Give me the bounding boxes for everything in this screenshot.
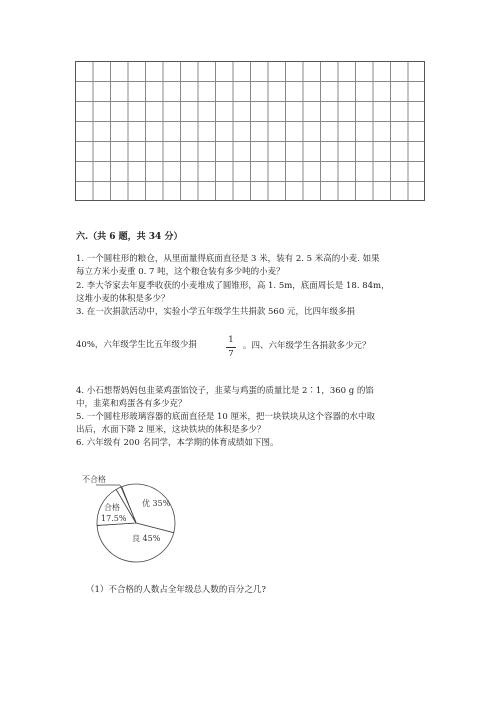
fraction-numerator: 1 bbox=[228, 335, 234, 345]
question-1-line-2: 每立方米小麦重 0. 7 吨，这个粮仓装有多少吨的小麦？ bbox=[76, 267, 285, 277]
question-3-fraction bbox=[226, 335, 236, 360]
question-6-line-1: 6. 六年级有 200 名同学，本学期的体育成绩如下图。 bbox=[76, 438, 279, 448]
label-you: 优 35% bbox=[142, 499, 171, 508]
label-buhege: 不合格 bbox=[82, 475, 106, 484]
question-3-line-1: 3. 在一次捐款活动中，实验小学五年级学生共捐款 560 元，比四年级多捐 bbox=[76, 307, 355, 317]
fraction-bar bbox=[226, 347, 236, 348]
pie-chart bbox=[74, 466, 194, 576]
question-5-line-1: 5. 一个圆柱形玻璃容器的底面直径是 10 厘米，把一块铁块从这个容器的水中取 bbox=[76, 412, 376, 422]
label-hege: 合格 bbox=[104, 503, 120, 512]
section-title: 六.（共 6 题，共 34 分） bbox=[76, 232, 183, 242]
label-liang: 良 45% bbox=[132, 534, 161, 543]
question-1-line-1: 1. 一个圆柱形的粮仓，从里面量得底面直径是 3 米，装有 2. 5 米高的小麦. 如果 bbox=[76, 254, 380, 264]
question-3-line-2b: 。四、六年级学生各捐款多少元？ bbox=[243, 341, 371, 351]
question-2-line-1: 2. 李大爷家去年夏季收获的小麦堆成了圆锥形，高 1. 5m，底面周长是 18. 84m， bbox=[76, 281, 390, 291]
question-4-line-2: 中，韭菜和鸡蛋各有多少克？ bbox=[76, 399, 187, 409]
writing-grid bbox=[75, 61, 425, 201]
question-4-line-1: 4. 小石想帮妈妈包韭菜鸡蛋馅饺子，韭菜与鸡蛋的质量比是 2∶1，360 g 的馅 bbox=[76, 386, 374, 396]
question-5-line-2: 出后，水面下降 2 厘米，这块铁块的体积是多少？ bbox=[76, 425, 266, 435]
label-hege-percent: 17.5% bbox=[101, 514, 127, 523]
sub-question-1: （1）不合格的人数占全年级总人数的百分之几? bbox=[86, 585, 266, 595]
question-3-line-2a: 40%，六年级学生比五年级少捐 bbox=[76, 340, 197, 350]
fraction-denominator: 7 bbox=[228, 349, 234, 359]
question-2-line-2: 这堆小麦的体积是多少？ bbox=[76, 294, 170, 304]
